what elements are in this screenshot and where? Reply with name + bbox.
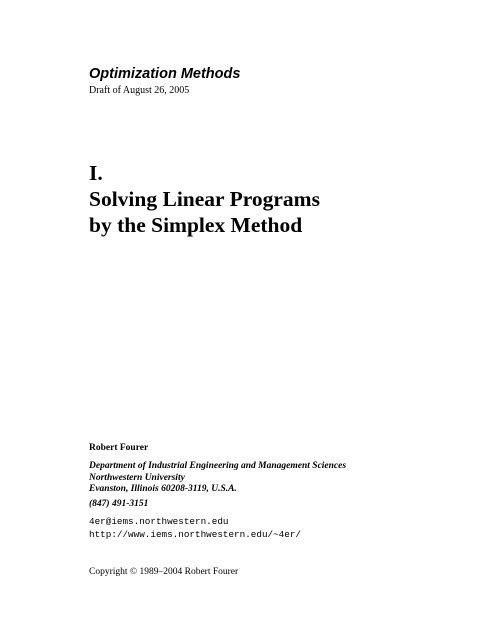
author-contact — [89, 516, 301, 541]
author-affiliation — [89, 461, 346, 496]
affiliation-department: Department of Industrial Engineering and Management Sciences — [89, 461, 347, 471]
author-email[interactable]: 4er@iems.northwestern.edu — [89, 516, 229, 527]
chapter-number: I. — [89, 161, 103, 185]
draft-date: Draft of August 26, 2005 — [89, 85, 190, 96]
author-phone: (847) 491-3151 — [89, 499, 149, 509]
author-name: Robert Fourer — [89, 443, 149, 453]
chapter-title-line-2: by the Simplex Method — [89, 213, 303, 237]
author-url[interactable]: http://www.iems.northwestern.edu/~4er/ — [89, 528, 302, 540]
chapter-heading — [89, 160, 320, 238]
series-title: Optimization Methods — [89, 66, 241, 82]
chapter-title-line-1: Solving Linear Programs — [89, 187, 320, 211]
affiliation-university: Northwestern University — [89, 472, 185, 483]
copyright-notice: Copyright © 1989–2004 Robert Fourer — [89, 567, 239, 577]
affiliation-address: Evanston, Illinois 60208-3119, U.S.A. — [89, 484, 237, 494]
